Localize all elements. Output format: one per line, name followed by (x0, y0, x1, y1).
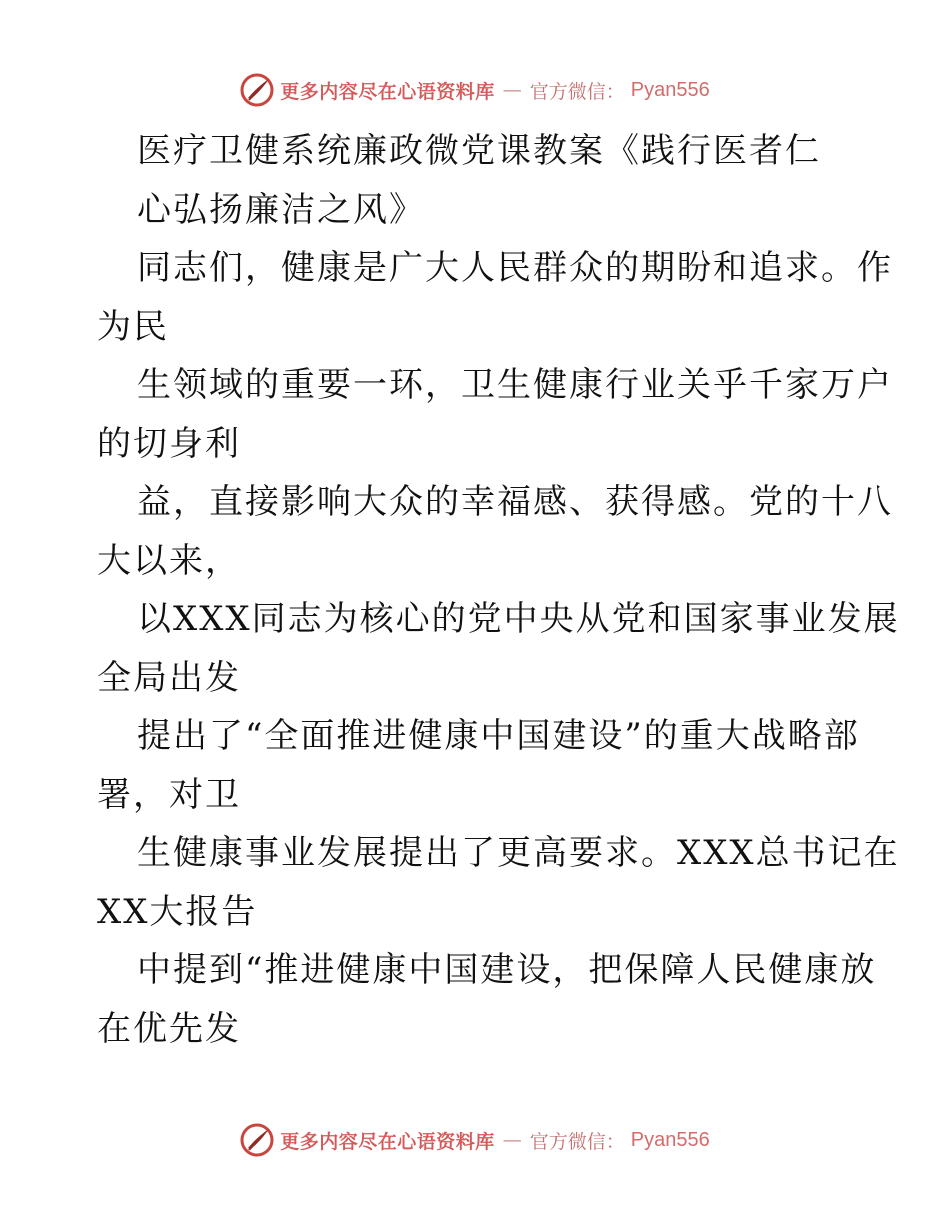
doc-line: 中提到“推进健康中国建设，把保障人民健康放 (137, 950, 877, 990)
doc-line: 生领域的重要一环，卫生健康行业关乎千家万户 (137, 365, 893, 405)
document-body (97, 122, 900, 1058)
doc-line: XX大报告 (97, 891, 258, 932)
doc-line: 医疗卫健系统廉政微党课教案《践行医者仁 (137, 131, 821, 171)
footer-wechat-label: 官方微信： (529, 1130, 625, 1153)
doc-line: 生健康事业发展提出了更高要求。XXX总书记在 (137, 833, 900, 873)
header-banner (0, 70, 950, 110)
header-dash: — (502, 79, 522, 101)
footer-wechat-id: Pyan556 (630, 1128, 710, 1151)
doc-line: 大以来， (97, 540, 241, 581)
doc-line: 心弘扬廉洁之风》 (137, 189, 425, 230)
footer-banner (0, 1120, 950, 1160)
footer-dash: — (502, 1129, 522, 1151)
header-site-name: 更多内容尽在心语资料库 (280, 80, 495, 103)
doc-line: 为民 (97, 306, 169, 347)
doc-line: 署，对卫 (97, 774, 241, 815)
doc-line: 益，直接影响大众的幸福感、获得感。党的十八 (137, 482, 893, 522)
footer-site-name: 更多内容尽在心语资料库 (280, 1130, 495, 1153)
doc-line: 以XXX同志为核心的党中央从党和国家事业发展 (137, 599, 900, 639)
doc-line: 同志们，健康是广大人民群众的期盼和追求。作 (137, 248, 893, 288)
doc-line: 全局出发 (97, 657, 241, 698)
header-wechat-label: 官方微信： (529, 80, 625, 103)
doc-line: 在优先发 (97, 1008, 241, 1049)
doc-line: 提出了“全面推进健康中国建设”的重大战略部 (137, 716, 860, 756)
quill-pen-logo-icon (240, 1123, 274, 1157)
quill-pen-logo-icon (240, 73, 274, 107)
header-wechat-id: Pyan556 (630, 78, 710, 101)
doc-line: 的切身利 (97, 423, 241, 464)
